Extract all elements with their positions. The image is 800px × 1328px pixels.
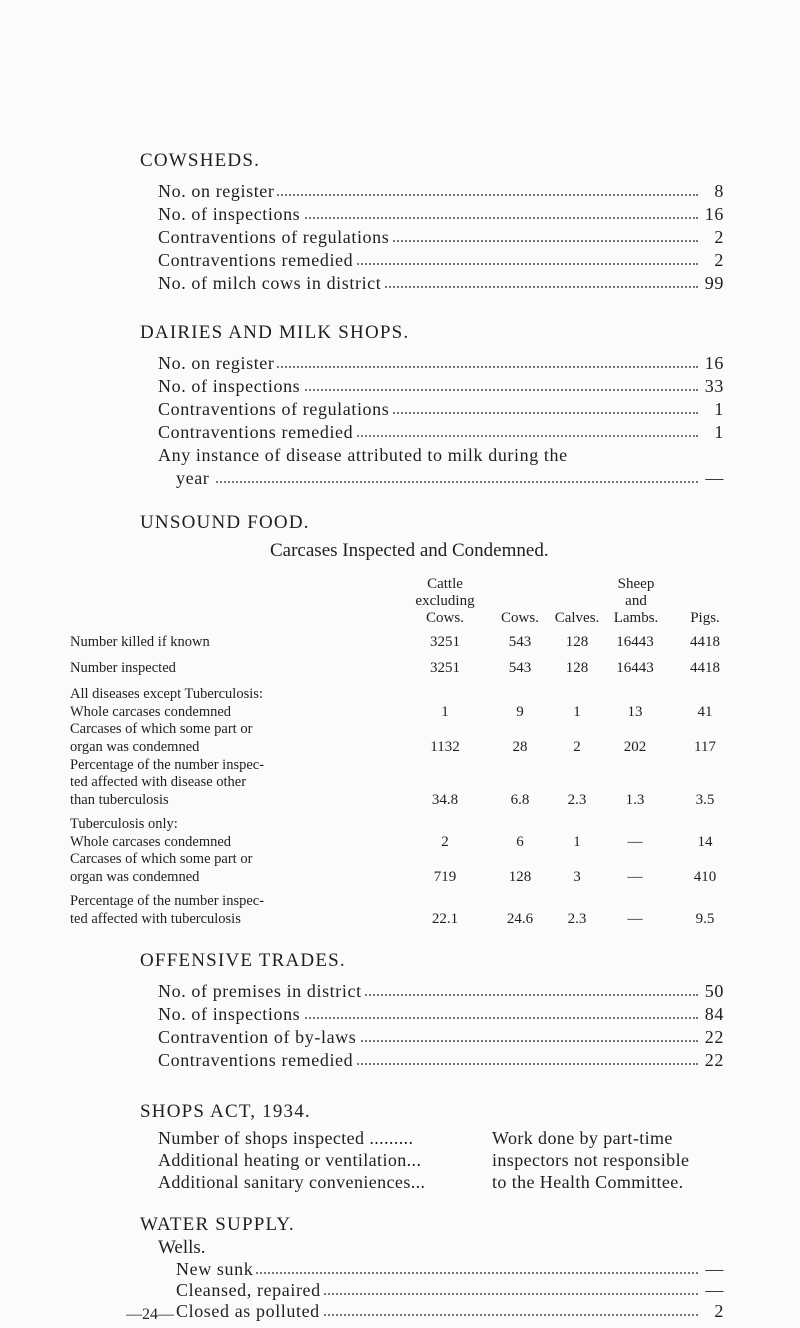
table-label-pct-line1: Percentage of the number inspec- (70, 757, 265, 773)
shops-left-line1: Number of shops inspected ......... (158, 1128, 414, 1148)
shops-right-line2: inspectors not responsible (492, 1150, 690, 1170)
dairies-row-register: No. on register 16 (158, 353, 724, 373)
col-header-cows: Cows. (501, 610, 539, 626)
table-label-part-line1: Carcases of which some part or (70, 721, 253, 737)
offensive-row-inspections: No. of inspections 84 (158, 1004, 724, 1024)
offensive-row-premises: No. of premises in district 50 (158, 981, 724, 1001)
offensive-heading: OFFENSIVE TRADES. (140, 950, 346, 971)
dairies-row-contraventions: Contraventions of regulations 1 (158, 399, 724, 419)
unsound-subtitle: Carcases Inspected and Condemned. (270, 540, 549, 561)
cowsheds-row-milch-cows: No. of milch cows in district 99 (158, 273, 724, 293)
col-header-sheep: Sheep and Lambs. (613, 576, 659, 626)
water-heading: WATER SUPPLY. (140, 1214, 295, 1235)
shops-right-line1: Work done by part-time (492, 1128, 673, 1148)
water-subtitle: Wells. (158, 1237, 206, 1258)
water-row-new-sunk: New sunk — (176, 1259, 724, 1279)
table-subheading-tb: Tuberculosis only: (70, 816, 178, 832)
table-label-pct-line2: ted affected with disease other (70, 774, 247, 790)
cowsheds-heading: COWSHEDS. (140, 150, 261, 171)
cowsheds-row-inspections: No. of inspections 16 (158, 204, 724, 224)
shops-heading: SHOPS ACT, 1934. (140, 1101, 311, 1122)
dairies-disease-line1: Any instance of disease attributed to milk during the (158, 445, 568, 465)
table-label-tb-part-line1: Carcases of which some part or (70, 851, 253, 867)
offensive-row-remedied: Contraventions remedied 22 (158, 1050, 724, 1070)
shops-right-line3: to the Health Committee. (492, 1172, 684, 1192)
dairies-row-disease: year — (176, 468, 724, 488)
col-header-calves: Calves. (554, 610, 600, 626)
cowsheds-row-contraventions: Contraventions of regulations 2 (158, 227, 724, 247)
water-row-closed: Closed as polluted 2 (176, 1301, 724, 1321)
col-header-pigs: Pigs. (690, 610, 720, 626)
shops-left-line2: Additional heating or ventilation... (158, 1150, 422, 1170)
table-label-tb-pct-line1: Percentage of the number inspec- (70, 893, 265, 909)
dairies-row-remedied: Contraventions remedied 1 (158, 422, 724, 442)
cowsheds-row-remedied: Contraventions remedied 2 (158, 250, 724, 270)
shops-left-line3: Additional sanitary conveniences... (158, 1172, 426, 1192)
dairies-heading: DAIRIES AND MILK SHOPS. (140, 322, 410, 343)
col-header-cattle: Cattle excluding Cows. (415, 576, 475, 626)
offensive-row-contravention: Contravention of by-laws 22 (158, 1027, 724, 1047)
water-row-cleansed: Cleansed, repaired — (176, 1280, 724, 1300)
table-subheading-all-diseases: All diseases except Tuberculosis: (70, 686, 263, 702)
dairies-row-inspections: No. of inspections 33 (158, 376, 724, 396)
unsound-heading: UNSOUND FOOD. (140, 512, 310, 533)
cowsheds-row-register: No. on register 8 (158, 181, 724, 201)
page-number: —24— (126, 1306, 174, 1323)
